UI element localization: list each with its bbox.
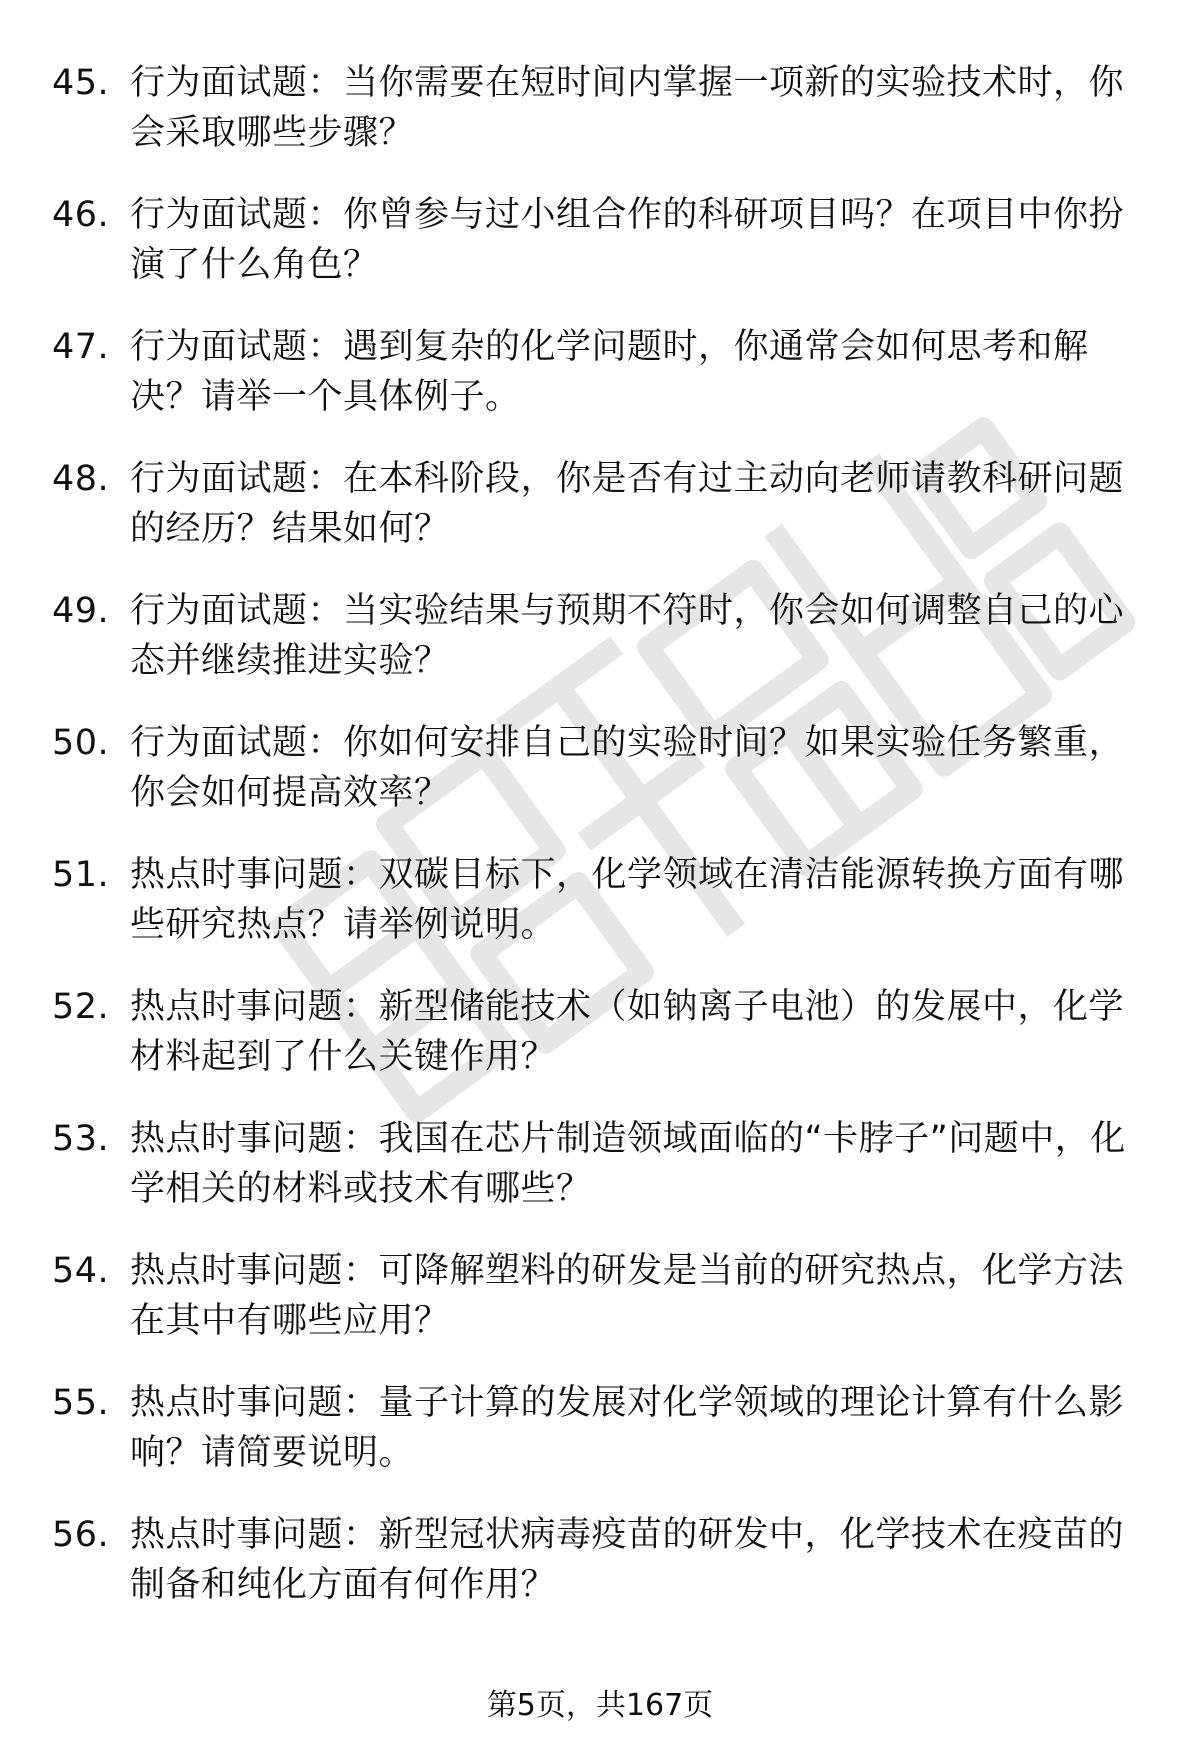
question-number: 56. [52,1515,110,1555]
page-indicator: 第5页，共167页 [486,1688,714,1723]
question-number: 51. [52,855,110,895]
question-text: 热点时事问题：可降解塑料的研发是当前的研究热点，化学方法在其中有哪些应用？ [130,1251,1125,1341]
question-number: 52. [52,987,110,1027]
question-text: 热点时事问题：新型储能技术（如钠离子电池）的发展中，化学材料起到了什么关键作用？ [130,987,1125,1077]
question-number: 53. [52,1119,110,1159]
question-item [52,1114,1142,1214]
question-item [52,850,1142,950]
question-item [52,982,1142,1082]
question-item [52,1510,1142,1610]
question-text: 热点时事问题：新型冠状病毒疫苗的研发中，化学技术在疫苗的制备和纯化方面有何作用？ [130,1515,1125,1605]
question-text: 行为面试题：当实验结果与预期不符时，你会如何调整自己的心态并继续推进实验？ [130,591,1125,681]
question-item [52,454,1142,554]
question-text: 行为面试题：你曾参与过小组合作的科研项目吗？在项目中你扮演了什么角色？ [130,195,1125,285]
question-number: 47. [52,327,110,367]
question-item [52,1246,1142,1346]
question-text: 热点时事问题：量子计算的发展对化学领域的理论计算有什么影响？请简要说明。 [130,1383,1125,1473]
question-text: 热点时事问题：双碳目标下，化学领域在清洁能源转换方面有哪些研究热点？请举例说明。 [130,855,1125,945]
question-item [52,322,1142,422]
question-number: 48. [52,459,110,499]
question-item [52,190,1142,290]
question-text: 行为面试题：遇到复杂的化学问题时，你通常会如何思考和解决？请举一个具体例子。 [130,327,1089,417]
question-number: 55. [52,1383,110,1423]
question-number: 54. [52,1251,110,1291]
question-text: 行为面试题：你如何安排自己的实验时间？如果实验任务繁重，你会如何提高效率？ [130,723,1125,813]
question-number: 50. [52,723,110,763]
question-number: 45. [52,63,110,103]
question-text: 热点时事问题：我国在芯片制造领域面临的“卡脖子”问题中，化学相关的材料或技术有哪些？ [130,1119,1126,1209]
question-text: 行为面试题：当你需要在短时间内掌握一项新的实验技术时，你会采取哪些步骤？ [130,63,1125,153]
question-number: 46. [52,195,110,235]
question-list [52,58,1142,1642]
question-item [52,58,1142,158]
question-item [52,718,1142,818]
question-text: 行为面试题：在本科阶段，你是否有过主动向老师请教科研问题的经历？结果如何？ [130,459,1125,549]
question-item [52,586,1142,686]
question-item [52,1378,1142,1478]
page-footer [0,1686,1200,1726]
question-number: 49. [52,591,110,631]
